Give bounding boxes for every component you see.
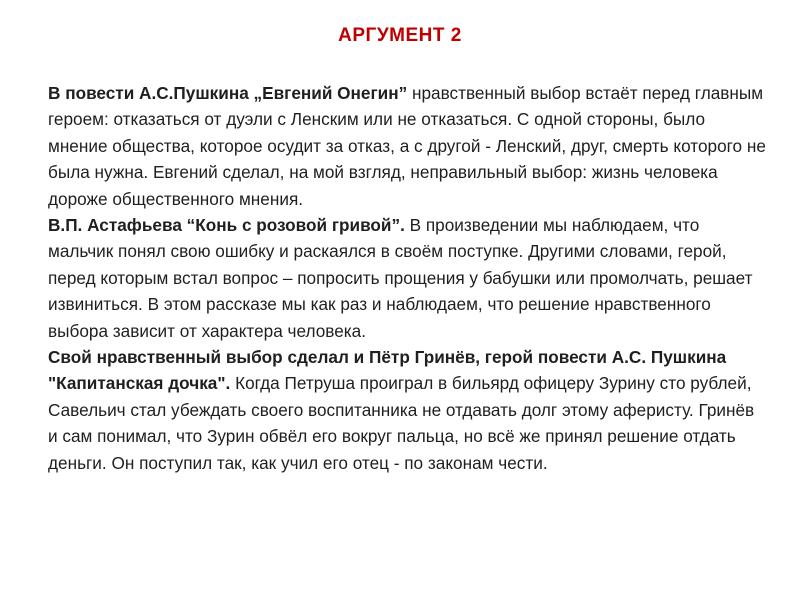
paragraph-text: В произведении мы наблюдаем, что мальчик понял свою ошибку и раскаялся в своём поступке. Другими словами, герой, перед которым встал вопрос – попросить прощения у бабушки или промолчать, решает извиниться. В этом рассказе мы как раз и наблюдаем, что решение нравственного выбора зависит от характера человека. bbox=[48, 215, 753, 341]
paragraph-onegin bbox=[48, 80, 768, 212]
paragraph-text: нравственный выбор встаёт перед главным героем: отказаться от дуэли с Ленским или не отказаться. С одной стороны, было мнение общества, которое осудит за отказ, а с другой - Ленский, друг, смерть которого не была нужна. Евгений сделал, на мой взгляд, неправильный выбор: жизнь человека дороже общественного мнения. bbox=[48, 83, 766, 209]
slide-body bbox=[48, 80, 768, 476]
paragraph-text: Когда Петруша проиграл в бильярд офицеру Зурину сто рублей, Савельич стал убеждать своего воспитанника не отдавать долг этому аферисту. Гринёв и сам понимал, что Зурин обвёл его вокруг пальца, но всё же принял решение отдать деньги. Он поступил так, как учил его отец - по законам чести. bbox=[48, 373, 755, 473]
paragraph-astafiev bbox=[48, 212, 768, 344]
paragraph-heading: В.П. Астафьева “Конь с розовой гривой”. bbox=[48, 215, 405, 236]
paragraph-grinev bbox=[48, 344, 768, 476]
slide-title: АРГУМЕНТ 2 bbox=[338, 25, 462, 46]
paragraph-heading: В повести А.С.Пушкина „Евгений Онегин” bbox=[48, 83, 408, 103]
paragraph-heading: Свой нравственный выбор сделал и Пётр Гринёв, герой повести А.С. Пушкина "Капитанская дочка". bbox=[48, 347, 727, 394]
